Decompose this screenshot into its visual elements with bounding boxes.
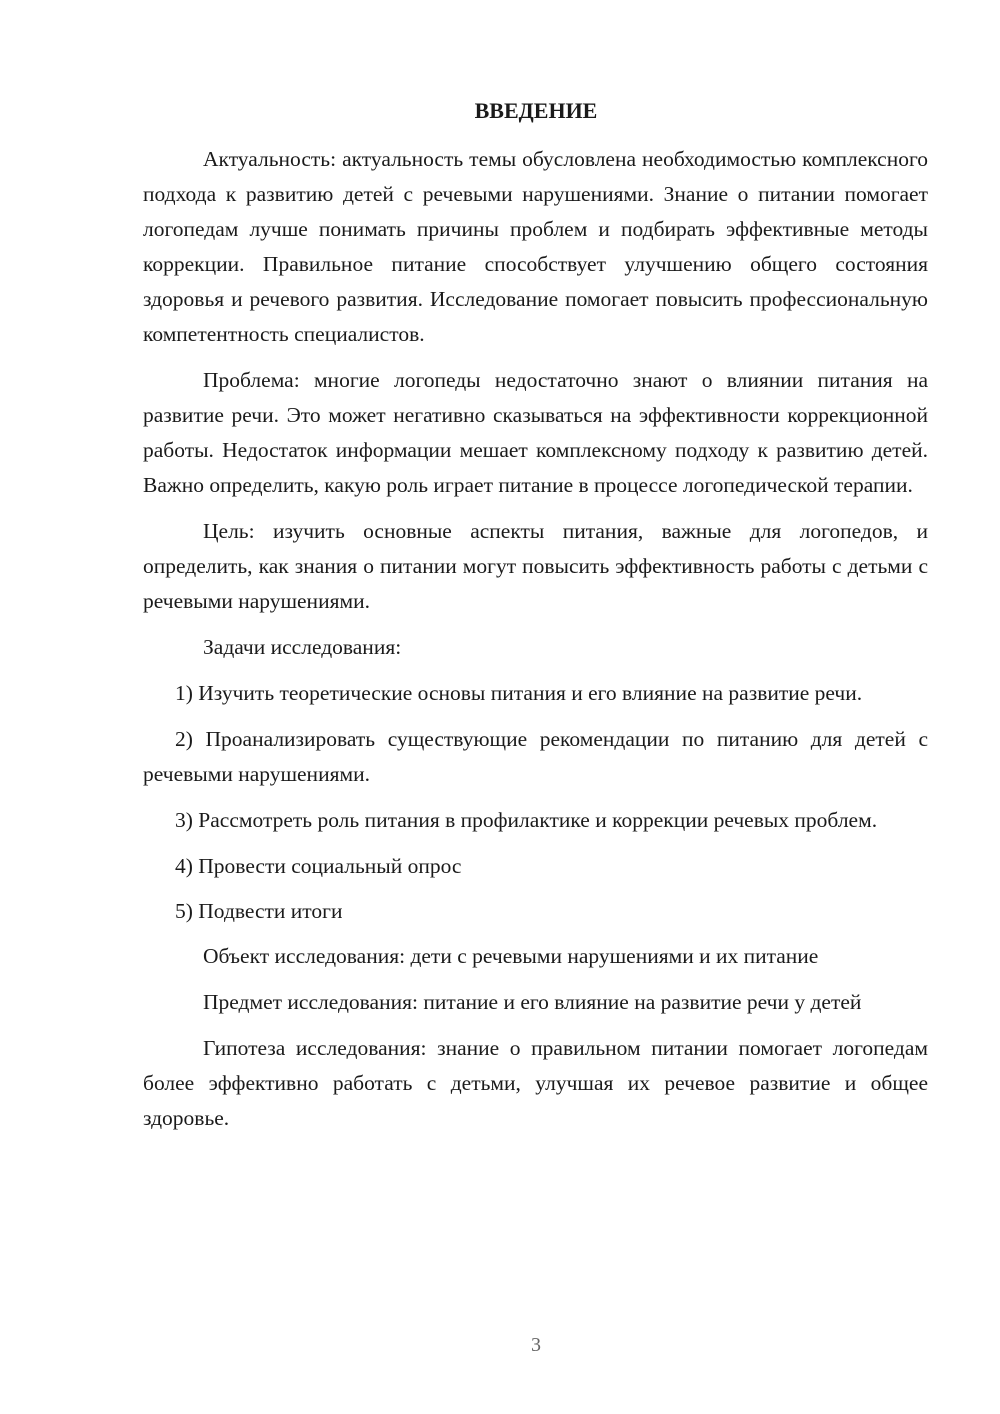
- page-number: 3: [531, 1334, 541, 1356]
- task-item-1: 1) Изучить теоретические основы питания и его влияние на развитие речи.: [175, 681, 863, 705]
- task-item-4: 4) Провести социальный опрос: [175, 854, 462, 878]
- paragraph-problem: Проблема: многие логопеды недостаточно знают о влиянии питания на развитие речи. Это может негативно сказываться на эффективности коррекционной работы. Недостаток информации мешает комплексному подходу к развитию детей. Важно определить, какую роль играет питание в процессе логопедической терапии.: [143, 368, 928, 497]
- task-item-2: 2) Проанализировать существующие рекомендации по питанию для детей с речевыми нарушениями.: [143, 727, 928, 786]
- page-title: ВВЕДЕНИЕ: [474, 98, 598, 123]
- paragraph-goal: Цель: изучить основные аспекты питания, важные для логопедов, и определить, как знания о питании могут повысить эффективность работы с детьми с речевыми нарушениями.: [143, 519, 928, 613]
- paragraph-tasks-heading: Задачи исследования:: [203, 635, 402, 659]
- task-item-3: 3) Рассмотреть роль питания в профилактике и коррекции речевых проблем.: [175, 808, 878, 832]
- paragraph-hypothesis: Гипотеза исследования: знание о правильном питании помогает логопедам более эффективно работать с детьми, улучшая их речевое развитие и общее здоровье.: [143, 1036, 928, 1130]
- paragraph-relevance: Актуальность: актуальность темы обусловлена необходимостью комплексного подхода к развитию детей с речевыми нарушениями. Знание о питании помогает логопедам лучше понимать причины проблем и подбирать эффективные методы коррекции. Правильное питание способствует улучшению общего состояния здоровья и речевого развития. Исследование помогает повысить профессиональную компетентность специалистов.: [143, 147, 928, 346]
- paragraph-subject: Предмет исследования: питание и его влияние на развитие речи у детей: [203, 990, 862, 1014]
- paragraph-object: Объект исследования: дети с речевыми нарушениями и их питание: [203, 944, 819, 968]
- task-item-5: 5) Подвести итоги: [175, 899, 343, 923]
- document-body: [143, 142, 928, 1147]
